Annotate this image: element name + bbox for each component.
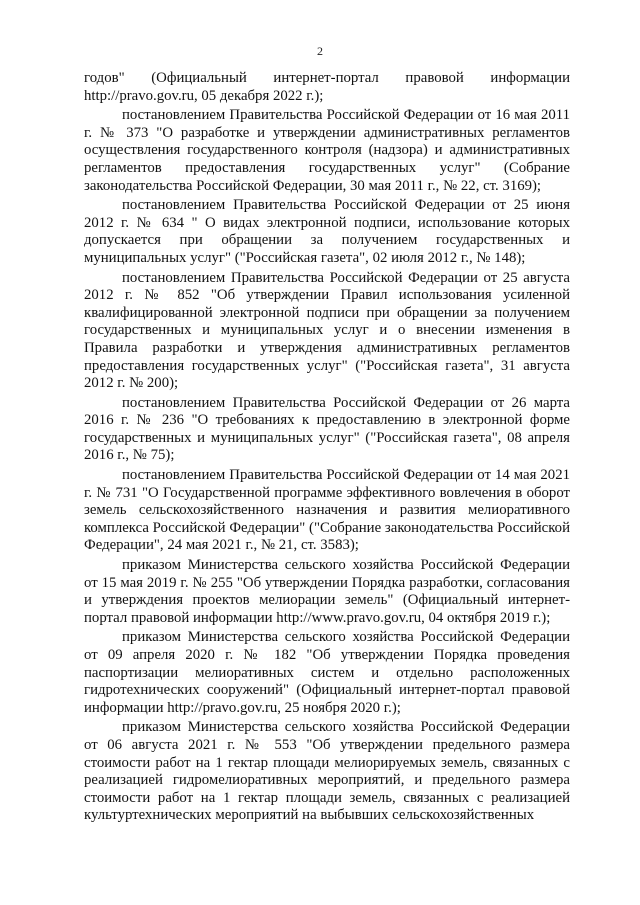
paragraph-5: постановлением Правительства Российской Федерации от 26 марта 2016 г. № 236 "О требованиях к предоставлению в электронной форме государственных и муниципальных услуг" ("Российская газета", 08 апреля 2016 г., № 75); [84,394,570,464]
document-body [84,70,570,827]
paragraph-6: постановлением Правительства Российской Федерации от 14 мая 2021 г. № 731 "О Государственной программе эффективного вовлечения в оборот земель сельскохозяйственного назначения и развития мелиоративного комплекса Российской Федерации" ("Собрание законодательства Российской Федерации", 24 мая 2021 г., № 21, ст. 3583); [84,467,570,554]
paragraph-3: постановлением Правительства Российской Федерации от 25 июня 2012 г. № 634 " О видах электронной подписи, использование которых допускается при обращении за получением государственных и муниципальных услуг" ("Российская газета", 02 июля 2012 г., № 148); [84,197,570,266]
paragraph-8: приказом Министерства сельского хозяйства Российской Федерации от 09 апреля 2020 г. № 182 "Об утверждении Порядка проведения паспортизации мелиоративных систем и отдельно расположенных гидротехнических сооружений" (Официальный интернет-портал правовой информации http://pravo.gov.ru, 25 ноября 2020 г.); [84,629,570,716]
paragraph-7: приказом Министерства сельского хозяйства Российской Федерации от 15 мая 2019 г. № 255 "Об утверждении Порядка разработки, согласования и утверждения проектов мелиорации земель" (Официальный интернет-портал правовой информации http://www.pravo.gov.ru, 04 октября 2019 г.); [84,557,570,626]
paragraph-9: приказом Министерства сельского хозяйства Российской Федерации от 06 августа 2021 г. № 553 "Об утверждении предельного размера стоимости работ на 1 гектар площади мелиорируемых земель, связанных с реализацией гидромелиоративных мероприятий, и предельного размера стоимости работ на 1 гектар площади земель, связанных с реализацией культуртехнических мероприятий на выбывших сельскохозяйственных [84,719,570,824]
paragraph-4: постановлением Правительства Российской Федерации от 25 августа 2012 г. № 852 "Об утверждении Правил использования усиленной квалифицированной электронной подписи при обращении за получением государственных и муниципальных услуг и о внесении изменения в Правила разработки и утверждения административных регламентов предоставления государственных услуг" ("Российская газета", 31 августа 2012 г. № 200); [84,269,570,392]
paragraph-1: годов" (Официальный интернет-портал правовой информации http://pravo.gov.ru, 05 декабря 2022 г.); [84,70,570,104]
paragraph-2: постановлением Правительства Российской Федерации от 16 мая 2011 г. № 373 "О разработке и утверждении административных регламентов осуществления государственного контроля (надзора) и административных регламентов предоставления государственных услуг" (Собрание законодательства Российской Федерации, 30 мая 2011 г., № 22, ст. 3169); [84,107,570,194]
page-number: 2 [317,44,323,58]
